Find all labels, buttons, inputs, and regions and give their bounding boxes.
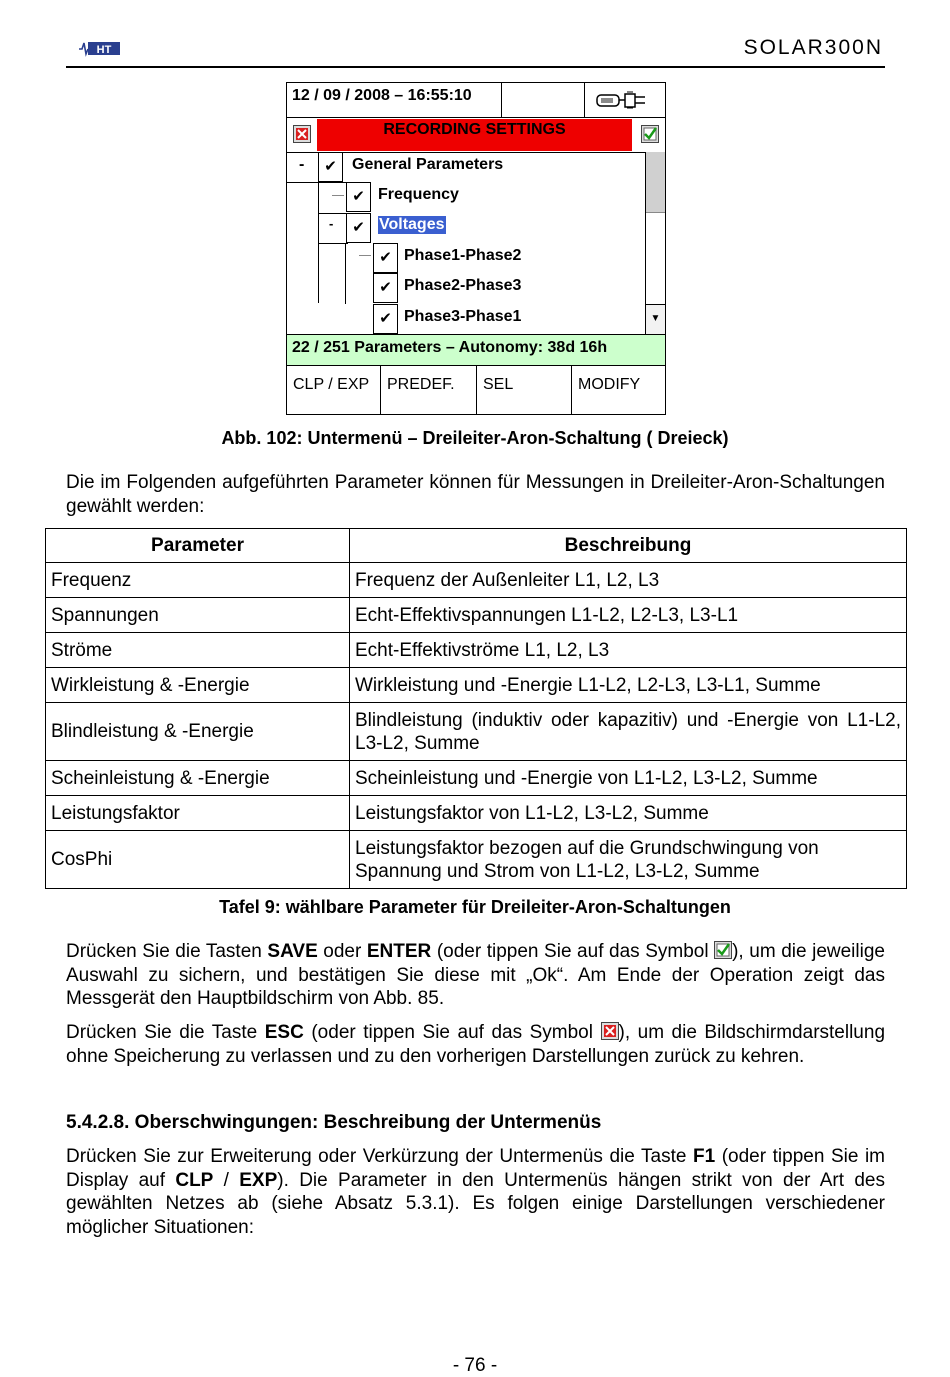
description-cell: Frequenz der Außenleiter L1, L2, L3 <box>350 563 907 598</box>
table-row <box>46 668 907 703</box>
text: ), um die Bildschirmdarstellung ohne Speicherung zu verlassen und zu den vorherigen Darstellungen zurück zu kehren. <box>66 1022 886 1067</box>
text: ). Die Parameter in den Untermenüs hängen strikt von der Art des gewählten Netzes ab (siehe Absatz 5.3.1). Es folgen einige Darstellungen verschiedener möglicher Situationen: <box>66 1169 885 1238</box>
phase31-checkbox[interactable]: ✔ <box>373 304 398 334</box>
figure-caption: Abb. 102: Untermenü – Dreileiter-Aron-Schaltung ( Dreieck) <box>221 428 729 448</box>
text: Drücken Sie die Taste <box>66 1022 265 1043</box>
table-row <box>46 563 907 598</box>
ht-logo <box>78 40 120 57</box>
divider <box>318 213 348 214</box>
description-cell: Wirkleistung und -Energie L1-L2, L2-L3, L3-L1, Summe <box>350 668 907 703</box>
intro-paragraph: Die im Folgenden aufgeführten Parameter können für Messungen in Dreileiter-Aron-Schaltungen gewählt werden: <box>66 472 885 517</box>
key-clp: CLP <box>175 1169 214 1191</box>
parameter-cell: Blindleistung & -Energie <box>46 703 350 761</box>
table-row <box>46 633 907 668</box>
screen-datetime-bar <box>287 83 665 118</box>
table-caption: Tafel 9: wählbare Parameter für Dreileiter-Aron-Schaltungen <box>219 897 731 917</box>
scrollbar-thumb[interactable] <box>646 152 665 213</box>
description-cell: Echt-Effektivströme L1, L2, L3 <box>350 633 907 668</box>
phase23-label[interactable]: Phase2-Phase3 <box>404 277 522 294</box>
parameter-cell: Scheinleistung & -Energie <box>46 761 350 796</box>
save-paragraph <box>66 940 885 1011</box>
recording-settings-title: RECORDING SETTINGS <box>317 119 632 151</box>
datetime: 12 / 09 / 2008 – 16:55:10 <box>292 87 472 104</box>
screen-status-bar <box>287 334 665 366</box>
divider <box>584 83 585 117</box>
description-cell: Scheinleistung und -Energie von L1-L2, L3-L2, Summe <box>350 761 907 796</box>
parameter-cell: Leistungsfaktor <box>46 796 350 831</box>
voltages-label-selected[interactable]: Voltages <box>379 216 445 233</box>
tree-branch <box>332 195 344 196</box>
softkey-predef[interactable]: PREDEF. <box>381 366 477 414</box>
header-rule <box>66 66 885 68</box>
tree-line <box>345 244 346 304</box>
parameter-cell: Spannungen <box>46 598 350 633</box>
parameter-cell: Ströme <box>46 633 350 668</box>
parameters-autonomy-status: 22 / 251 Parameters – Autonomy: 38d 16h <box>292 339 608 356</box>
table-row <box>46 796 907 831</box>
table-row <box>46 831 907 889</box>
phase23-checkbox[interactable]: ✔ <box>373 273 398 303</box>
voltages-expander[interactable]: - <box>329 216 334 231</box>
voltages-checkbox[interactable]: ✔ <box>346 213 371 243</box>
key-save: SAVE <box>267 941 318 962</box>
text: ), um die jeweilige Auswahl zu sichern, und bestätigen Sie diese mit „Ok“. Am Ende der Operation zeigt das Messgerät den Hauptbildschirm von Abb. 85. <box>66 941 885 1009</box>
softkey-bar <box>287 366 665 414</box>
text: (oder tippen Sie im Display auf <box>66 1146 885 1191</box>
divider <box>501 83 502 117</box>
phase12-label[interactable]: Phase1-Phase2 <box>404 247 522 264</box>
description-cell: Leistungsfaktor von L1-L2, L3-L2, Summe <box>350 796 907 831</box>
softkey-sel[interactable]: SEL <box>477 366 572 414</box>
confirm-icon <box>714 941 732 959</box>
softkey-clp-exp[interactable]: CLP / EXP <box>287 366 381 414</box>
table-row <box>46 598 907 633</box>
logo-text: HT <box>96 44 112 56</box>
table-row <box>46 703 907 761</box>
table-row <box>46 761 907 796</box>
frequency-checkbox[interactable]: ✔ <box>346 182 371 212</box>
device-screen <box>286 82 666 415</box>
key-exp: EXP <box>239 1169 278 1191</box>
softkey-modify[interactable]: MODIFY <box>578 376 641 393</box>
general-expander[interactable]: - <box>299 156 305 173</box>
general-checkbox[interactable]: ✔ <box>318 152 343 182</box>
phase12-checkbox[interactable]: ✔ <box>373 243 398 273</box>
tree-scrollbar[interactable] <box>645 152 665 334</box>
tree-branch <box>359 255 371 256</box>
model-name: SOLAR300N <box>743 36 883 59</box>
cancel-icon <box>601 1022 619 1040</box>
key-esc: ESC <box>264 1022 304 1043</box>
divider <box>287 182 347 183</box>
frequency-label[interactable]: Frequency <box>378 186 459 203</box>
f1-paragraph <box>66 1145 885 1239</box>
confirm-icon[interactable] <box>641 125 659 143</box>
key-enter: ENTER <box>366 941 432 962</box>
text: (oder tippen Sie auf das Symbol <box>303 1022 601 1043</box>
page-number: - 76 - <box>452 1355 498 1376</box>
description-cell: Leistungsfaktor bezogen auf die Grundschwingung von Spannung und Strom von L1-L2, L3-L2, Summe <box>350 831 907 889</box>
cancel-icon[interactable] <box>293 125 311 143</box>
scroll-down-icon[interactable]: ▼ <box>646 304 665 334</box>
key-f1: F1 <box>692 1146 716 1167</box>
text: Drücken Sie die Tasten <box>66 941 268 962</box>
screen-title-bar <box>287 117 665 151</box>
table-header-row <box>46 529 907 563</box>
parameter-cell: Wirkleistung & -Energie <box>46 668 350 703</box>
text: / <box>213 1169 240 1191</box>
parameter-table <box>45 528 907 889</box>
description-cell: Blindleistung (induktiv oder kapazitiv) und -Energie von L1-L2, L3-L2, Summe <box>350 703 907 761</box>
column-header-description: Beschreibung <box>350 529 907 563</box>
esc-paragraph <box>66 1021 885 1068</box>
parameter-cell: Frequenz <box>46 563 350 598</box>
divider <box>318 243 348 244</box>
column-header-parameter: Parameter <box>46 529 350 563</box>
phase31-label[interactable]: Phase3-Phase1 <box>404 308 522 325</box>
description-cell: Echt-Effektivspannungen L1-L2, L2-L3, L3-L1 <box>350 598 907 633</box>
parameter-cell: CosPhi <box>46 831 350 889</box>
general-parameters-label[interactable]: General Parameters <box>352 156 504 173</box>
power-plug-icon <box>595 90 655 110</box>
section-heading: 5.4.2.8. Oberschwingungen: Beschreibung der Untermenüs <box>66 1112 602 1133</box>
text: (oder tippen Sie auf das Symbol <box>431 941 715 962</box>
text: oder <box>317 941 367 962</box>
text: Drücken Sie zur Erweiterung oder Verkürzung der Untermenüs die Taste <box>66 1146 693 1167</box>
